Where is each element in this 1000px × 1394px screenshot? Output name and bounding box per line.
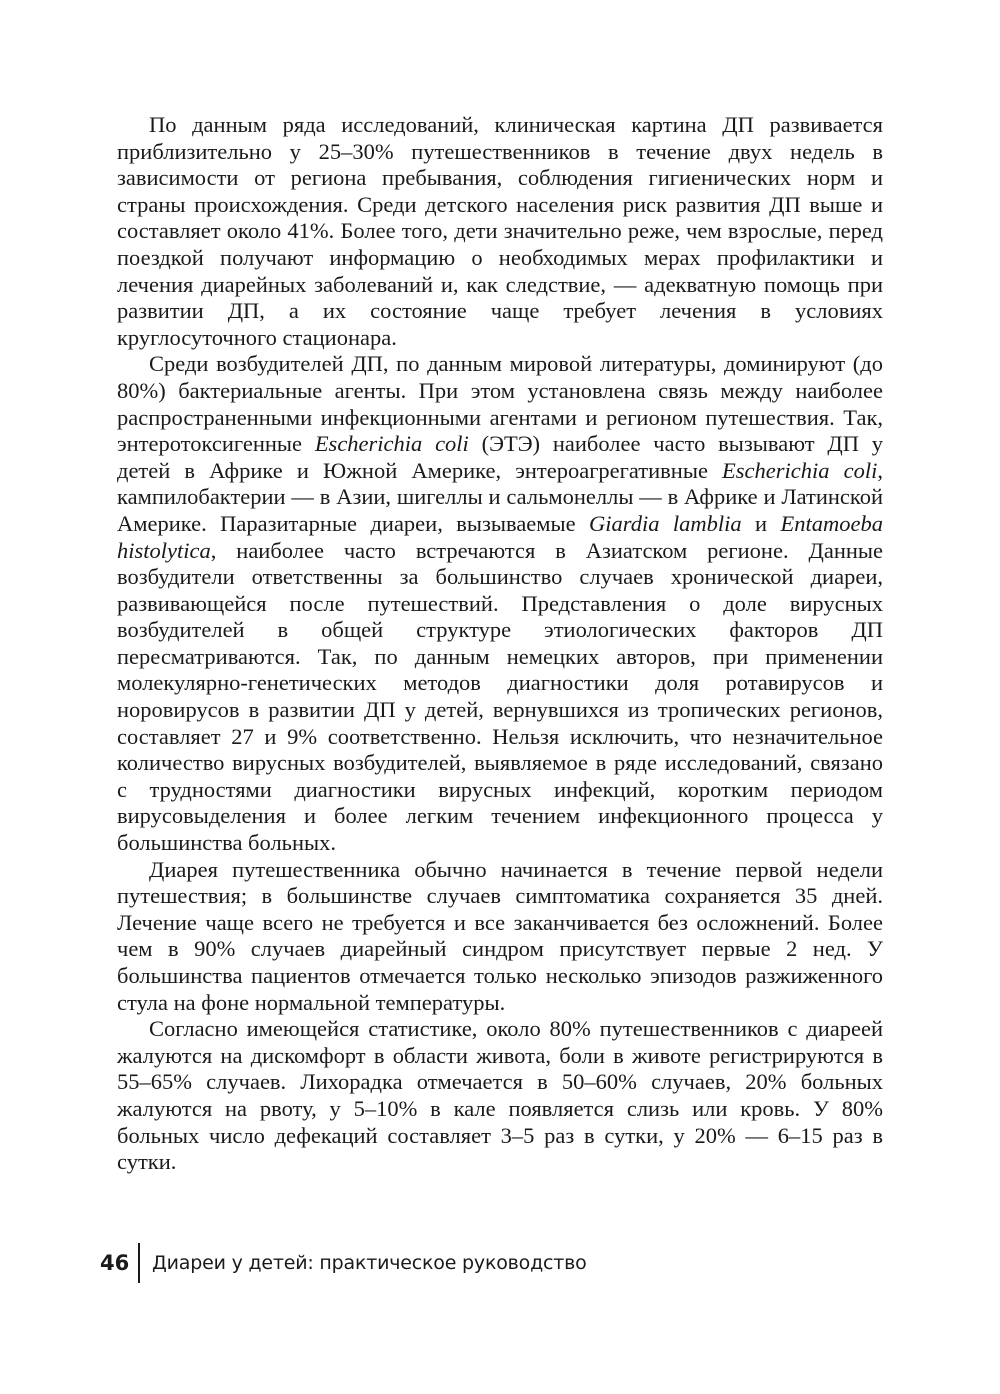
text-run: , кампилобактерии — в Азии, шигеллы и сальмонеллы — в Африке и Латинской Америке. Паразитарные диареи, вызываемые (117, 457, 883, 536)
paragraph-pathogens (117, 351, 883, 856)
text-run: Диарея путешественника обычно начинается в течение первой недели путешествия; в большинстве случаев симптоматика сохраняется 35 дней. Лечение чаще всего не требуется и все заканчивается без осложнений. Более чем в 90% случаев диарейный синдром присутствует первые 2 нед. У большинства пациентов отмечается только несколько эпизодов разжиженного стула на фоне нормальной температуры. (117, 856, 883, 1015)
paragraph-incidence (117, 112, 883, 351)
running-title: Диареи у детей: практическое руководство (152, 1252, 587, 1274)
page-footer (100, 1243, 587, 1283)
text-run: , наиболее часто встречаются в Азиатском регионе. Данные возбудители ответственны за большинство случаев хронической диареи, развивающейся после путешествий. Представления о доле вирусных возбудителей в общей структуре этиологических факторов ДП пересматриваются. Так, по данным немецких авторов, при применении молекулярно-генетических методов диагностики доля ротавирусов и норовирусов в развитии ДП у детей, вернувшихся из тропических регионов, составляет 27 и 9% соответственно. Нельзя исключить, что незначительное количество вирусных возбудителей, выявляемое в ряде исследований, связано с трудностями диагностики вирусных инфекций, коротким периодом вирусовыделения и более легким течением инфекционного процесса у большинства больных. (117, 537, 883, 856)
text-run: Среди возбудителей ДП, по данным мировой литературы, доминируют (до 80%) бактериальные агенты. При этом установлена связь между наиболее распространенными инфекционными агентами и регионом путешествия. Так, энтеротоксигенные (117, 351, 883, 457)
paragraph-clinical-course (117, 857, 883, 1017)
text-run: (ЭТЭ) наиболее часто вызывают ДП у детей в Африке и Южной Америке, энтероагрегативные (117, 431, 883, 483)
italic-term: Escherichia coli (722, 457, 878, 483)
page-body (117, 112, 883, 1176)
page-number: 46 (100, 1251, 130, 1275)
italic-term: Escherichia coli (314, 431, 469, 457)
paragraph-statistics (117, 1016, 883, 1176)
text-run: Согласно имеющейся статистике, около 80% путешественников с диареей жалуются на дискомфорт в области живота, боли в животе регистрируются в 55–65% случаев. Лихорадка отмечается в 50–60% случаев, 20% больных жалуются на рвоту, у 5–10% в кале появляется слизь или кровь. У 80% больных число дефекаций составляет 3–5 раз в сутки, у 20% — 6–15 раз в сутки. (117, 1016, 883, 1175)
text-run: По данным ряда исследований, клиническая картина ДП развивается приблизительно у 25–30% путешественников в течение двух недель в зависимости от региона пребывания, соблюдения гигиенических норм и страны происхождения. Среди детского населения риск развития ДП выше и составляет около 41%. Более того, дети значительно реже, чем взрослые, перед поездкой получают информацию о необходимых мерах профилактики и лечения диарейных заболеваний и, как следствие, — адекватную помощь при развитии ДП, а их состояние чаще требует лечения в условиях круглосуточного стационара. (117, 112, 883, 350)
footer-divider (138, 1243, 140, 1283)
italic-term: Entamoeba histolytica (117, 510, 883, 563)
text-run: и (741, 510, 781, 536)
italic-term: Giardia lamblia (589, 510, 742, 536)
